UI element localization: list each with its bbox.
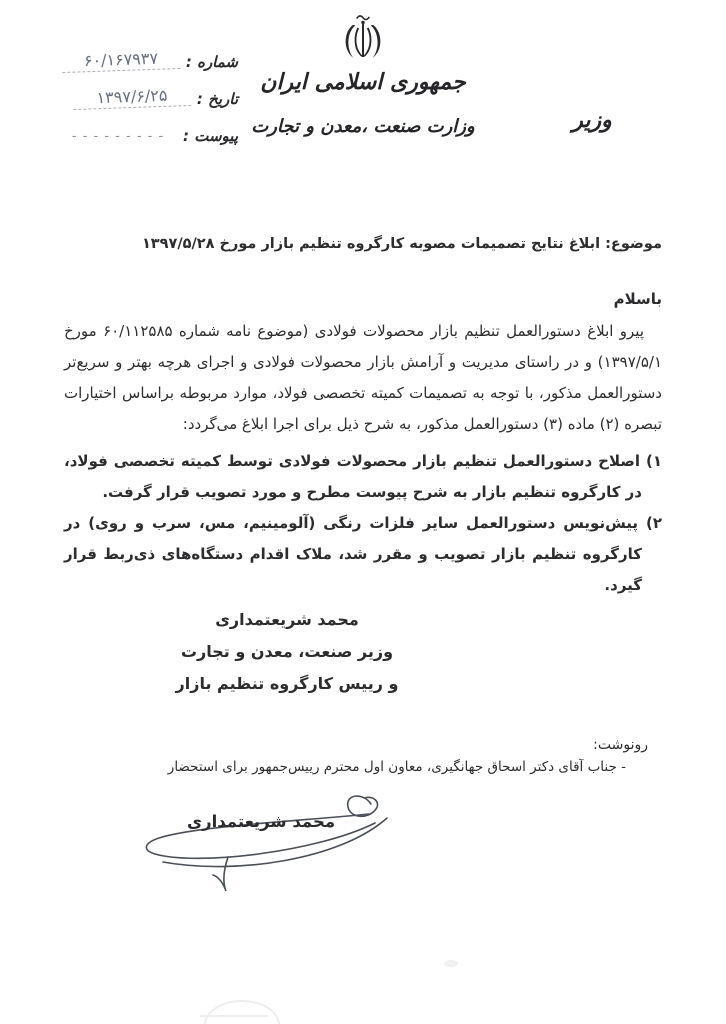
printed-signatory-name: محمد شریعتمداری xyxy=(187,812,336,831)
date-value-handwritten: ۱۳۹۷/۶/۲۵ xyxy=(73,85,192,110)
date-label: تاریخ : xyxy=(196,90,238,108)
minister-title: وزیر xyxy=(572,108,612,133)
signatory-title-1: وزیر صنعت، معدن و تجارت xyxy=(180,642,394,661)
cc-item: - جناب آقای دکتر اسحاق جهانگیری، معاون اول محترم رییس‌جمهور برای استحضار xyxy=(167,759,626,775)
faint-stamp-edge xyxy=(204,1000,280,1024)
cc-label: رونوشت: xyxy=(593,737,648,753)
resolution-list xyxy=(64,446,662,601)
body-paragraph: پیرو ابلاغ دستورالعمل تنظیم بازار محصولات فولادی (موضوع نامه شماره ۶۰/۱۱۲۵۸۵ مورخ ۱۳۹۷/۵/۱) و در راستای مدیریت و آرامش بازار محصولات فولادی و اجرای هرچه بهتر و سریع‌تر دستورالعمل مذکور، با توجه به تصمیمات کمیته تخصصی فولاد، موارد مربوطه براساس اختیارات تبصره (۲) ماده (۳) دستورالعمل مذکور، به شرح ذیل برای اجرا ابلاغ می‌گردد: xyxy=(64,322,662,433)
country-title: جمهوری اسلامی ایران xyxy=(260,70,466,95)
ministry-title: وزارت صنعت ،معدن و تجارت xyxy=(251,116,475,137)
signature-flourish-icon xyxy=(135,790,415,895)
attachment-value: - - - - - - - - - xyxy=(71,129,165,144)
signatory-block xyxy=(163,604,411,700)
handwritten-signature-area xyxy=(135,790,415,895)
signatory-name: محمد شریعتمداری xyxy=(215,610,359,629)
attachment-label: پیوست : xyxy=(183,127,238,145)
letter-number-row xyxy=(30,34,238,71)
number-value-handwritten: ۶۰/۱۶۷۹۳۷ xyxy=(62,48,181,73)
faint-stamp-line xyxy=(200,1015,268,1017)
cc-section xyxy=(64,734,648,778)
resolution-item-1: ۱) اصلاح دستورالعمل تنظیم بازار محصولات فولادی توسط کمیته تخصصی فولاد، در کارگروه تنظیم بازار به شرح پیوست مطرح و مورد تصویب قرار گرفت. xyxy=(64,452,662,501)
scan-smudge xyxy=(444,960,458,967)
iran-emblem-icon xyxy=(339,13,387,65)
resolution-item-2: ۲) پیش‌نویس دستورالعمل سایر فلزات رنگی (آلومینیم، مس، سرب و روی) در کارگروه تنظیم بازار تصویب و مقرر شد، ملاک اقدام دستگاه‌های ذی‌ربط قرار گیرد. xyxy=(64,514,662,594)
salutation: باسلام xyxy=(613,290,662,308)
number-label: شماره : xyxy=(185,53,238,71)
subject-line: موضوع: ابلاغ نتایج تصمیمات مصوبه کارگروه تنظیم بازار مورخ ۱۳۹۷/۵/۲۸ xyxy=(141,236,662,252)
signatory-title-2: و رییس کارگروه تنظیم بازار xyxy=(175,674,399,693)
